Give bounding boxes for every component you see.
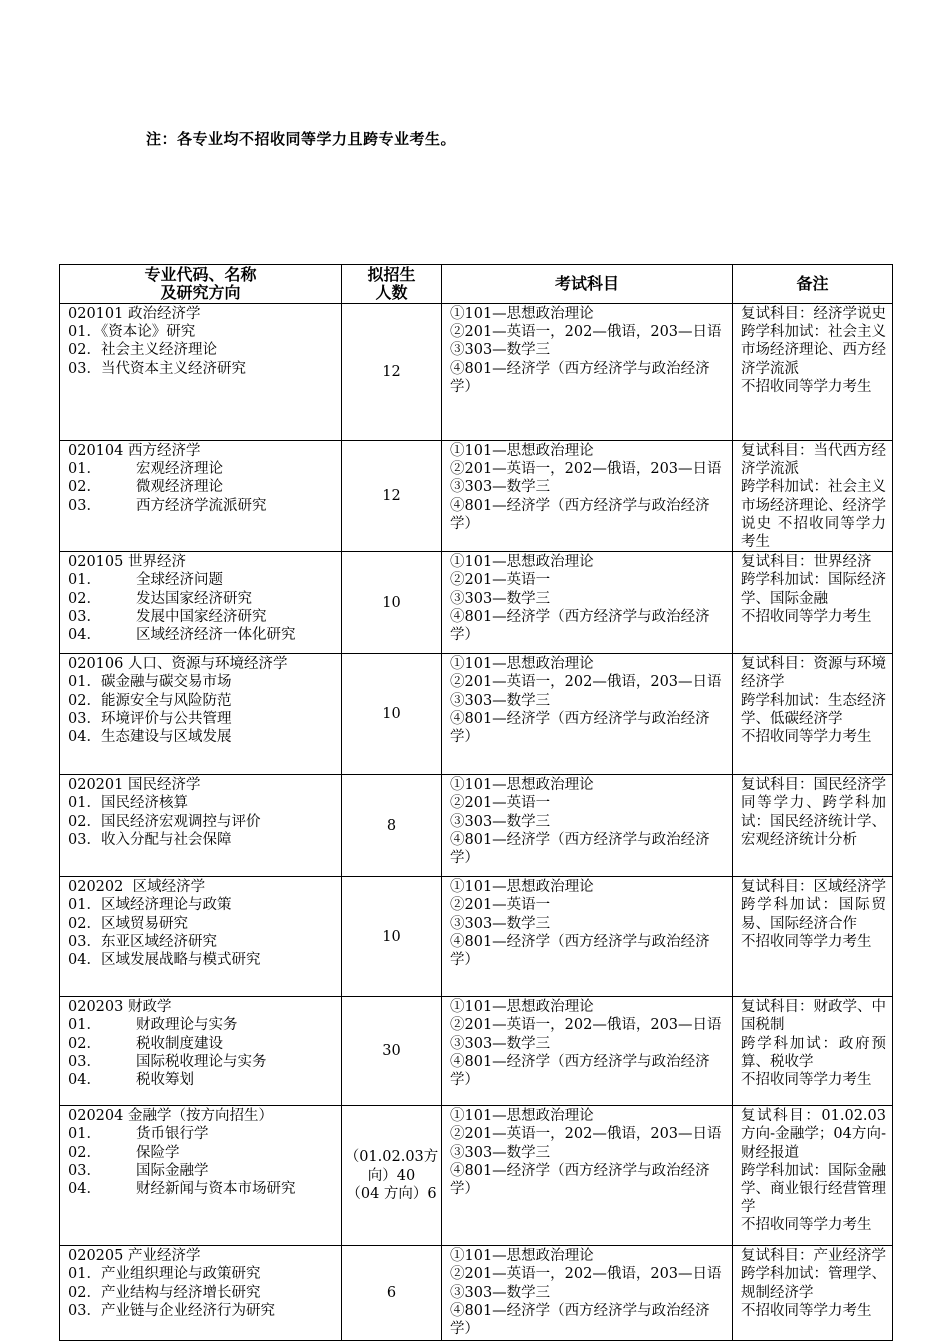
exam-subject: ①101—思想政治理论 (450, 1248, 594, 1265)
remark-line: 跨学科加试：社会主义市场经济理论、经济学说史 不招收同等学力考生 (741, 479, 886, 551)
research-direction: 01．国民经济核算 (68, 795, 188, 812)
exam-subject: ②201—英语一，202—俄语，203—日语 (450, 324, 722, 341)
major-cell (60, 1106, 342, 1246)
admission-table (59, 264, 893, 1341)
table-row (60, 775, 893, 877)
research-direction: 03．产业链与企业经济行为研究 (68, 1302, 275, 1319)
header-count: 拟招生 人数 (342, 265, 442, 304)
research-direction: 03． 西方经济学流派研究 (68, 497, 267, 514)
remark-cell (733, 304, 893, 441)
exam-subject: ②201—英语一 (450, 572, 551, 589)
research-direction: 01．《资本论》研究 (68, 324, 196, 341)
exam-subject: ③303—数学三 (450, 813, 551, 830)
major-name: 020204 金融学（按方向招生） (68, 1108, 273, 1125)
remark-line: 不招收同等学力考生 (741, 608, 872, 625)
major-name: 020201 国民经济学 (68, 777, 201, 794)
count-cell (342, 775, 442, 877)
exam-subject: ①101—思想政治理论 (450, 554, 594, 571)
major-cell (60, 552, 342, 654)
research-direction: 03． 国际税收理论与实务 (68, 1053, 267, 1070)
remark-cell (733, 997, 893, 1106)
exam-subject: ④801—经济学（西方经济学与政治经济学） (450, 1302, 710, 1338)
research-direction: 03．东亚区域经济研究 (68, 933, 217, 950)
exam-subject: ②201—英语一 (450, 795, 551, 812)
exam-subject: ①101—思想政治理论 (450, 1108, 594, 1125)
research-direction: 02．国民经济宏观调控与评价 (68, 813, 261, 830)
research-direction: 04． 区域经济经济一体化研究 (68, 627, 296, 644)
remark-line: 复试科目：当代西方经济学流派 (741, 443, 886, 478)
table-row (60, 654, 893, 775)
remark-cell (733, 654, 893, 775)
research-direction: 03．收入分配与社会保障 (68, 831, 232, 848)
exam-subject: ③303—数学三 (450, 1035, 551, 1052)
exam-subject: ④801—经济学（西方经济学与政治经济学） (450, 360, 710, 395)
remark-line: 复试科目：经济学说史 (741, 306, 886, 322)
remark-line: 跨学科加试：管理学、规制经济学 (741, 1266, 886, 1301)
research-direction: 01． 全球经济问题 (68, 572, 223, 589)
exam-subject: ③303—数学三 (450, 479, 551, 496)
exam-subject: ③303—数学三 (450, 915, 551, 932)
remark-line: 跨学科加试：国际金融学、商业银行经营管理学 (741, 1162, 886, 1216)
remark-line: 跨学科加试：生态经济学、低碳经济学 (741, 692, 886, 727)
research-direction: 01． 财政理论与实务 (68, 1017, 238, 1034)
table-row (60, 877, 893, 997)
note-text: 注：各专业均不招收同等学力且跨专业考生。 (146, 130, 457, 148)
exam-subject: ①101—思想政治理论 (450, 443, 594, 459)
major-name: 020106 人口、资源与环境经济学 (68, 656, 288, 673)
research-direction: 01．产业组织理论与政策研究 (68, 1266, 261, 1283)
research-direction: 02．能源安全与风险防范 (68, 692, 232, 709)
enrollment-count: 12 (382, 363, 401, 380)
enrollment-count: 6 (386, 1285, 397, 1302)
table-row (60, 304, 893, 441)
exam-subject: ②201—英语一，202—俄语，203—日语 (450, 674, 722, 691)
exam-cell (442, 1246, 733, 1341)
research-direction: 02．区域贸易研究 (68, 915, 188, 932)
exam-subject: ④801—经济学（西方经济学与政治经济学） (450, 497, 710, 532)
remark-cell (733, 1246, 893, 1341)
major-cell (60, 1246, 342, 1341)
enrollment-count: 30 (382, 1043, 401, 1060)
remark-line: 跨学科加试：国际贸易、国际经济合作 (741, 897, 886, 932)
research-direction: 01．区域经济理论与政策 (68, 897, 232, 914)
remark-cell (733, 441, 893, 552)
remark-cell (733, 552, 893, 654)
count-cell (342, 1246, 442, 1341)
exam-subject: ④801—经济学（西方经济学与政治经济学） (450, 1162, 710, 1198)
enrollment-count: 10 (382, 928, 401, 945)
exam-subject: ④801—经济学（西方经济学与政治经济学） (450, 710, 710, 746)
count-cell (342, 441, 442, 552)
remark-cell (733, 877, 893, 997)
exam-subject: ④801—经济学（西方经济学与政治经济学） (450, 933, 710, 969)
exam-subject: ③303—数学三 (450, 590, 551, 607)
research-direction: 03．环境评价与公共管理 (68, 710, 232, 727)
exam-subject: ②201—英语一，202—俄语，203—日语 (450, 1126, 722, 1143)
header-remark: 备注 (733, 265, 893, 304)
exam-subject: ③303—数学三 (450, 692, 551, 709)
exam-subject: ③303—数学三 (450, 1284, 551, 1301)
remark-line: 同等学力、跨学科加试：国民经济统计学、宏观经济统计分析 (741, 795, 886, 848)
exam-subject: ②201—英语一 (450, 897, 551, 914)
research-direction: 01． 宏观经济理论 (68, 461, 223, 478)
enrollment-count: 12 (382, 488, 401, 504)
exam-subject: ①101—思想政治理论 (450, 777, 594, 794)
major-cell (60, 304, 342, 441)
exam-subject: ③303—数学三 (450, 1144, 551, 1161)
major-name: 020205 产业经济学 (68, 1248, 201, 1265)
research-direction: 02． 发达国家经济研究 (68, 590, 252, 607)
research-direction: 03．当代资本主义经济研究 (68, 360, 246, 377)
count-cell (342, 877, 442, 997)
remark-line: 不招收同等学力考生 (741, 1072, 872, 1089)
remark-line: 复试科目：财政学、中国税制 (741, 999, 886, 1034)
exam-cell (442, 997, 733, 1106)
exam-subject: ③303—数学三 (450, 342, 551, 359)
exam-subject: ①101—思想政治理论 (450, 306, 594, 322)
exam-subject: ②201—英语一，202—俄语，203—日语 (450, 461, 722, 478)
exam-cell (442, 304, 733, 441)
exam-subject: ④801—经济学（西方经济学与政治经济学） (450, 1053, 710, 1089)
major-cell (60, 775, 342, 877)
remark-line: 不招收同等学力考生 (741, 933, 872, 950)
remark-line: 复试科目：世界经济 (741, 554, 872, 571)
major-cell (60, 877, 342, 997)
remark-line: 复试科目：国民经济学 (741, 777, 886, 794)
table-row (60, 997, 893, 1106)
research-direction: 03． 国际金融学 (68, 1162, 209, 1179)
major-name: 020203 财政学 (68, 999, 172, 1016)
major-name: 020104 西方经济学 (68, 443, 201, 459)
enrollment-count: 10 (382, 594, 401, 611)
remark-line: 不招收同等学力考生 (741, 729, 872, 746)
remark-line: 跨学科加试：社会主义市场经济理论、西方经济学流派 (741, 324, 886, 377)
remark-line: 跨学科加试：国际经济学、国际金融 (741, 572, 886, 607)
major-name: 020101 政治经济学 (68, 306, 201, 322)
exam-cell (442, 654, 733, 775)
exam-subject: ②201—英语一，202—俄语，203—日语 (450, 1266, 722, 1283)
count-cell (342, 997, 442, 1106)
table-header-row (60, 265, 893, 304)
remark-line: 不招收同等学力考生 (741, 1302, 872, 1319)
exam-cell (442, 877, 733, 997)
table-row (60, 1106, 893, 1246)
research-direction: 02． 保险学 (68, 1144, 180, 1161)
remark-line: 跨学科加试：政府预算、税收学 (741, 1035, 886, 1070)
research-direction: 04． 财经新闻与资本市场研究 (68, 1181, 296, 1198)
count-cell (342, 1106, 442, 1246)
exam-subject: ①101—思想政治理论 (450, 879, 594, 896)
exam-subject: ①101—思想政治理论 (450, 999, 594, 1016)
table-row (60, 1246, 893, 1341)
exam-cell (442, 775, 733, 877)
exam-cell (442, 441, 733, 552)
enrollment-count: 8 (386, 817, 397, 834)
enrollment-count: 10 (382, 706, 401, 723)
table-row (60, 552, 893, 654)
count-cell (342, 654, 442, 775)
major-name: 020105 世界经济 (68, 554, 186, 571)
remark-line: 复试科目：01.02.03方向-金融学；04方向-财经报道 (741, 1108, 886, 1161)
exam-subject: ①101—思想政治理论 (450, 656, 594, 673)
research-direction: 01．碳金融与碳交易市场 (68, 674, 232, 691)
remark-line: 复试科目：资源与环境经济学 (741, 656, 886, 691)
research-direction: 04．生态建设与区域发展 (68, 729, 232, 746)
research-direction: 04．区域发展战略与模式研究 (68, 952, 261, 969)
remark-line: 复试科目：区域经济学 (741, 879, 886, 896)
count-cell (342, 552, 442, 654)
remark-line: 不招收同等学力考生 (741, 378, 872, 395)
exam-cell (442, 552, 733, 654)
remark-cell (733, 775, 893, 877)
exam-subject: ②201—英语一，202—俄语，203—日语 (450, 1017, 722, 1034)
research-direction: 01． 货币银行学 (68, 1126, 209, 1143)
header-major: 专业代码、名称 及研究方向 (60, 265, 342, 304)
remark-cell (733, 1106, 893, 1246)
header-exam: 考试科目 (442, 265, 733, 304)
research-direction: 04． 税收筹划 (68, 1072, 194, 1089)
research-direction: 03． 发展中国家经济研究 (68, 608, 267, 625)
exam-cell (442, 1106, 733, 1246)
research-direction: 02． 税收制度建设 (68, 1035, 223, 1052)
major-cell (60, 654, 342, 775)
enrollment-count: （01.02.03方向）40 （04 方向）6 (344, 1149, 439, 1202)
research-direction: 02．社会主义经济理论 (68, 342, 217, 359)
research-direction: 02．产业结构与经济增长研究 (68, 1284, 261, 1301)
table-row (60, 441, 893, 552)
major-name: 020202 区域经济学 (68, 879, 206, 896)
exam-subject: ④801—经济学（西方经济学与政治经济学） (450, 608, 710, 644)
count-cell (342, 304, 442, 441)
major-cell (60, 441, 342, 552)
remark-line: 复试科目：产业经济学 (741, 1248, 886, 1265)
remark-line: 不招收同等学力考生 (741, 1217, 872, 1234)
research-direction: 02． 微观经济理论 (68, 479, 223, 496)
exam-subject: ④801—经济学（西方经济学与政治经济学） (450, 831, 710, 867)
major-cell (60, 997, 342, 1106)
